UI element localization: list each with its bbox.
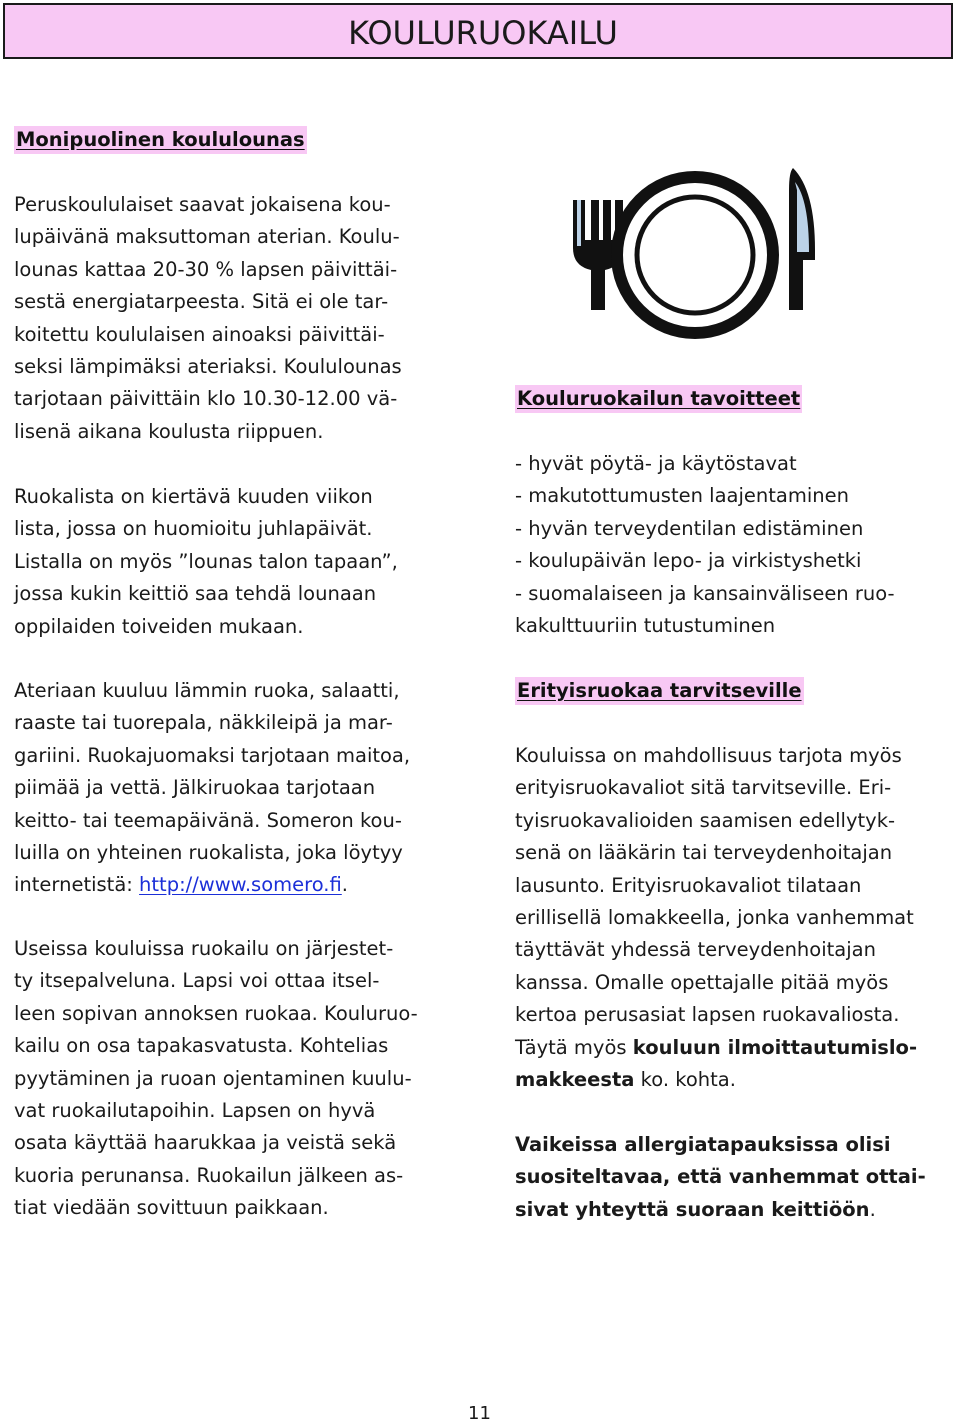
text-line [515, 1064, 917, 1096]
text-line: lounas kattaa 20-30 % lapsen päivittäi- [14, 257, 398, 281]
text-line: leen sopivan annoksen ruokaa. Kouluruo- [14, 1001, 418, 1025]
list-item: - suomalaiseen ja kansainväliseen ruo- [515, 581, 895, 605]
registration-form-text: makkeesta [515, 1068, 635, 1092]
text-line: lisenä aikana koulusta riippuen. [14, 419, 324, 443]
text-line: seksi lämpimäksi ateriaksi. Koululounas [14, 355, 402, 379]
text-line: Useissa kouluissa ruokailu on järjestet- [14, 937, 394, 960]
text-line: kuoria perunansa. Ruokailun jälkeen as- [14, 1163, 404, 1187]
text-line: erityisruokavaliot sitä tarvitseville. Eri- [515, 776, 892, 800]
text-line: tiat viedään sovittuun paikkaan. [14, 1196, 329, 1220]
page-number: 11 [468, 1403, 491, 1424]
text-line: raaste tai tuorepala, näkkileipä ja mar- [14, 711, 393, 735]
text-line: jossa kukin keittiö saa tehdä lounaan [14, 582, 377, 606]
list-item: - hyvät pöytä- ja käytöstavat [515, 452, 797, 475]
text-line: lausunto. Erityisruokavaliot tilataan [515, 873, 862, 897]
text-line [515, 1194, 926, 1226]
text-line: luilla on yhteinen ruokalista, joka löytyy [14, 841, 403, 865]
text-line: osata käyttää haarukkaa ja veistä sekä [14, 1131, 397, 1155]
text-fragment: . [869, 1197, 876, 1221]
text-line-with-link [14, 869, 410, 901]
text-line: pyytäminen ja ruoan ojentaminen kuulu- [14, 1066, 412, 1090]
text-line: Vaikeissa allergiatapauksissa olisi [515, 1133, 891, 1156]
list-item: - koulupäivän lepo- ja virkistyshetki [515, 549, 862, 573]
text-fragment: Täytä myös [515, 1035, 633, 1059]
left-paragraph-1 [14, 189, 402, 448]
left-paragraph-2 [14, 481, 398, 643]
heading-kouluruokailun-tavoitteet: Kouluruokailun tavoitteet [515, 385, 802, 413]
text-line: gariini. Ruokajuomaksi tarjotaan maitoa, [14, 743, 411, 767]
text-fragment: internetistä: [14, 873, 140, 897]
text-line: oppilaiden toiveiden mukaan. [14, 614, 304, 638]
text-line [515, 1032, 917, 1064]
text-line: lupäivänä maksuttoman aterian. Koulu- [14, 225, 400, 249]
knife-icon [789, 168, 815, 310]
goals-list [515, 448, 895, 642]
text-line: kailu on osa tapakasvatusta. Kohtelias [14, 1034, 389, 1058]
heading-erityisruokaa-tarvitseville: Erityisruokaa tarvitseville [515, 677, 804, 705]
text-line: koitettu koululaisen ainoaksi päivittäi- [14, 322, 385, 346]
text-line: Peruskoululaiset saavat jokaisena kou- [14, 193, 391, 216]
right-paragraph-1 [515, 740, 917, 1096]
text-line: kertoa perusasiat lapsen ruokavaliosta. [515, 1003, 900, 1027]
text-fragment: ko. kohta. [634, 1068, 736, 1092]
text-line: lista, jossa on huomioitu juhlapäivät. [14, 517, 373, 541]
list-item: - hyvän terveydentilan edistäminen [515, 516, 864, 540]
list-item: - makutottumusten laajentaminen [515, 484, 849, 508]
text-line: tyisruokavalioiden saamisen edellytyk- [515, 808, 896, 832]
plate-fork-knife-icon [565, 160, 825, 350]
list-item: kakulttuuriin tutustuminen [515, 614, 776, 638]
text-line: sestä energiatarpeesta. Sitä ei ole tar- [14, 290, 389, 314]
text-line: vat ruokailutapoihin. Lapsen on hyvä [14, 1099, 376, 1123]
left-paragraph-3 [14, 675, 410, 902]
right-paragraph-2 [515, 1129, 926, 1226]
text-fragment: sivat yhteyttä suoraan keittiöön [515, 1197, 870, 1221]
text-line: Kouluissa on mahdollisuus tarjota myös [515, 744, 902, 767]
text-line: erillisellä lomakkeella, jonka vanhemmat [515, 906, 914, 930]
text-line: keitto- tai teemapäivänä. Someron kou- [14, 808, 402, 832]
left-paragraph-4 [14, 933, 418, 1225]
text-line: täyttävät yhdessä terveydenhoitajan [515, 938, 876, 962]
registration-form-text: kouluun ilmoittautumislo- [632, 1035, 918, 1059]
page-title: KOULURUOKAILU [3, 3, 953, 59]
text-line: ty itsepalveluna. Lapsi voi ottaa itsel- [14, 969, 380, 993]
text-fragment: . [341, 873, 348, 897]
plate-icon [617, 177, 773, 333]
text-line: tarjotaan päivittäin klo 10.30-12.00 vä- [14, 387, 398, 411]
text-line: Ruokalista on kiertävä kuuden viikon [14, 485, 373, 508]
text-line: Listalla on myös ”lounas talon tapaan”, [14, 549, 398, 573]
heading-monipuolinen-koululounas: Monipuolinen koululounas [14, 126, 307, 154]
somero-website-link[interactable]: http://www.somero.fi [139, 873, 342, 897]
text-line: kanssa. Omalle opettajalle pitää myös [515, 970, 889, 994]
text-line: senä on lääkärin tai terveydenhoitajan [515, 841, 893, 865]
text-line: suositeltavaa, että vanhemmat ottai- [515, 1165, 926, 1189]
text-line: piimää ja vettä. Jälkiruokaa tarjotaan [14, 776, 376, 800]
text-line: Ateriaan kuuluu lämmin ruoka, salaatti, [14, 679, 400, 702]
